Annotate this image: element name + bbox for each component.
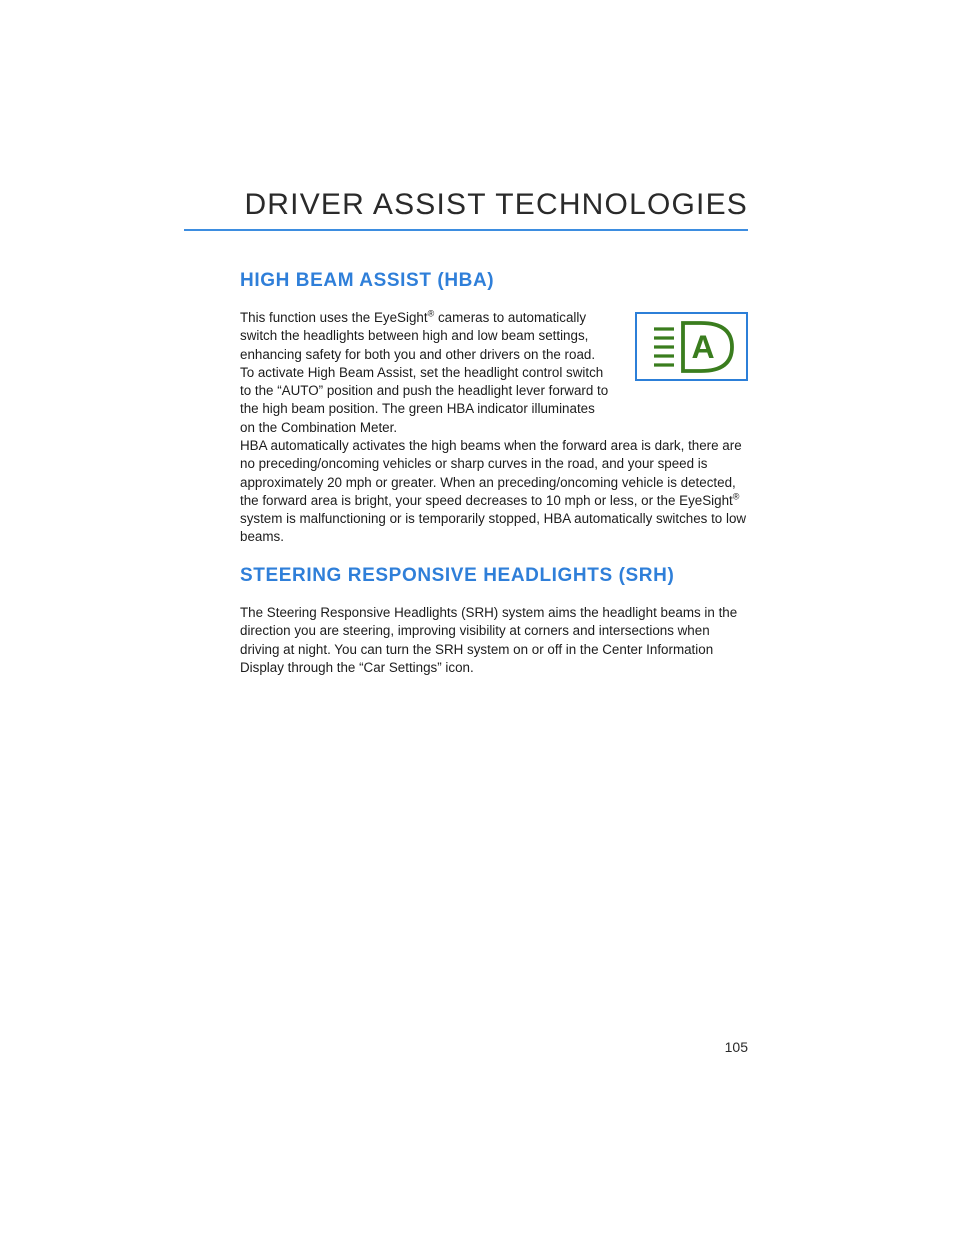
hba-details-text-start: HBA automatically activates the high beams when the forward area is dark, there are no preceding/oncoming vehicles or sharp curves in the road, and your speed is approximately 20 mph or greater. When an preceding/oncoming vehicle is detected, the forward area is bright, your speed decreases to 10 mph or less, or the EyeSight [240, 438, 742, 508]
hba-details-paragraph [240, 437, 750, 547]
hba-indicator-box [635, 312, 748, 381]
hba-heading: HIGH BEAM ASSIST (HBA) [240, 270, 495, 291]
page-number: 105 [724, 1039, 748, 1055]
srh-paragraph: The Steering Responsive Headlights (SRH) system aims the headlight beams in the direction you are steering, improving visibility at corners and intersections when driving at night. You can turn the SRH system on or off in the Center Information Display through the “Car Settings” icon. [240, 605, 738, 675]
srh-heading: STEERING RESPONSIVE HEADLIGHTS (SRH) [240, 565, 675, 586]
hba-details-text-end: system is malfunctioning or is temporarily stopped, HBA automatically switches to low beams. [240, 511, 747, 545]
registered-mark: ® [732, 491, 740, 502]
high-beam-assist-icon [637, 314, 746, 379]
header-divider [184, 229, 748, 231]
registered-mark: ® [427, 308, 435, 319]
section-header-title: DRIVER ASSIST TECHNOLOGIES [244, 188, 748, 221]
hba-intro-paragraph [240, 309, 610, 437]
hba-intro-text-end: cameras to automatically switch the headlights between high and low beam settings, enhancing safety for both you and other drivers on the road. To activate High Beam Assist, set the headlight control switch to the “AUTO” position and push the headlight lever forward to the high beam position. The green HBA indicator illuminates on the Combination Meter. [240, 310, 609, 435]
hba-indicator-letter: A [691, 329, 715, 365]
hba-intro-text-start: This function uses the EyeSight [240, 310, 428, 325]
